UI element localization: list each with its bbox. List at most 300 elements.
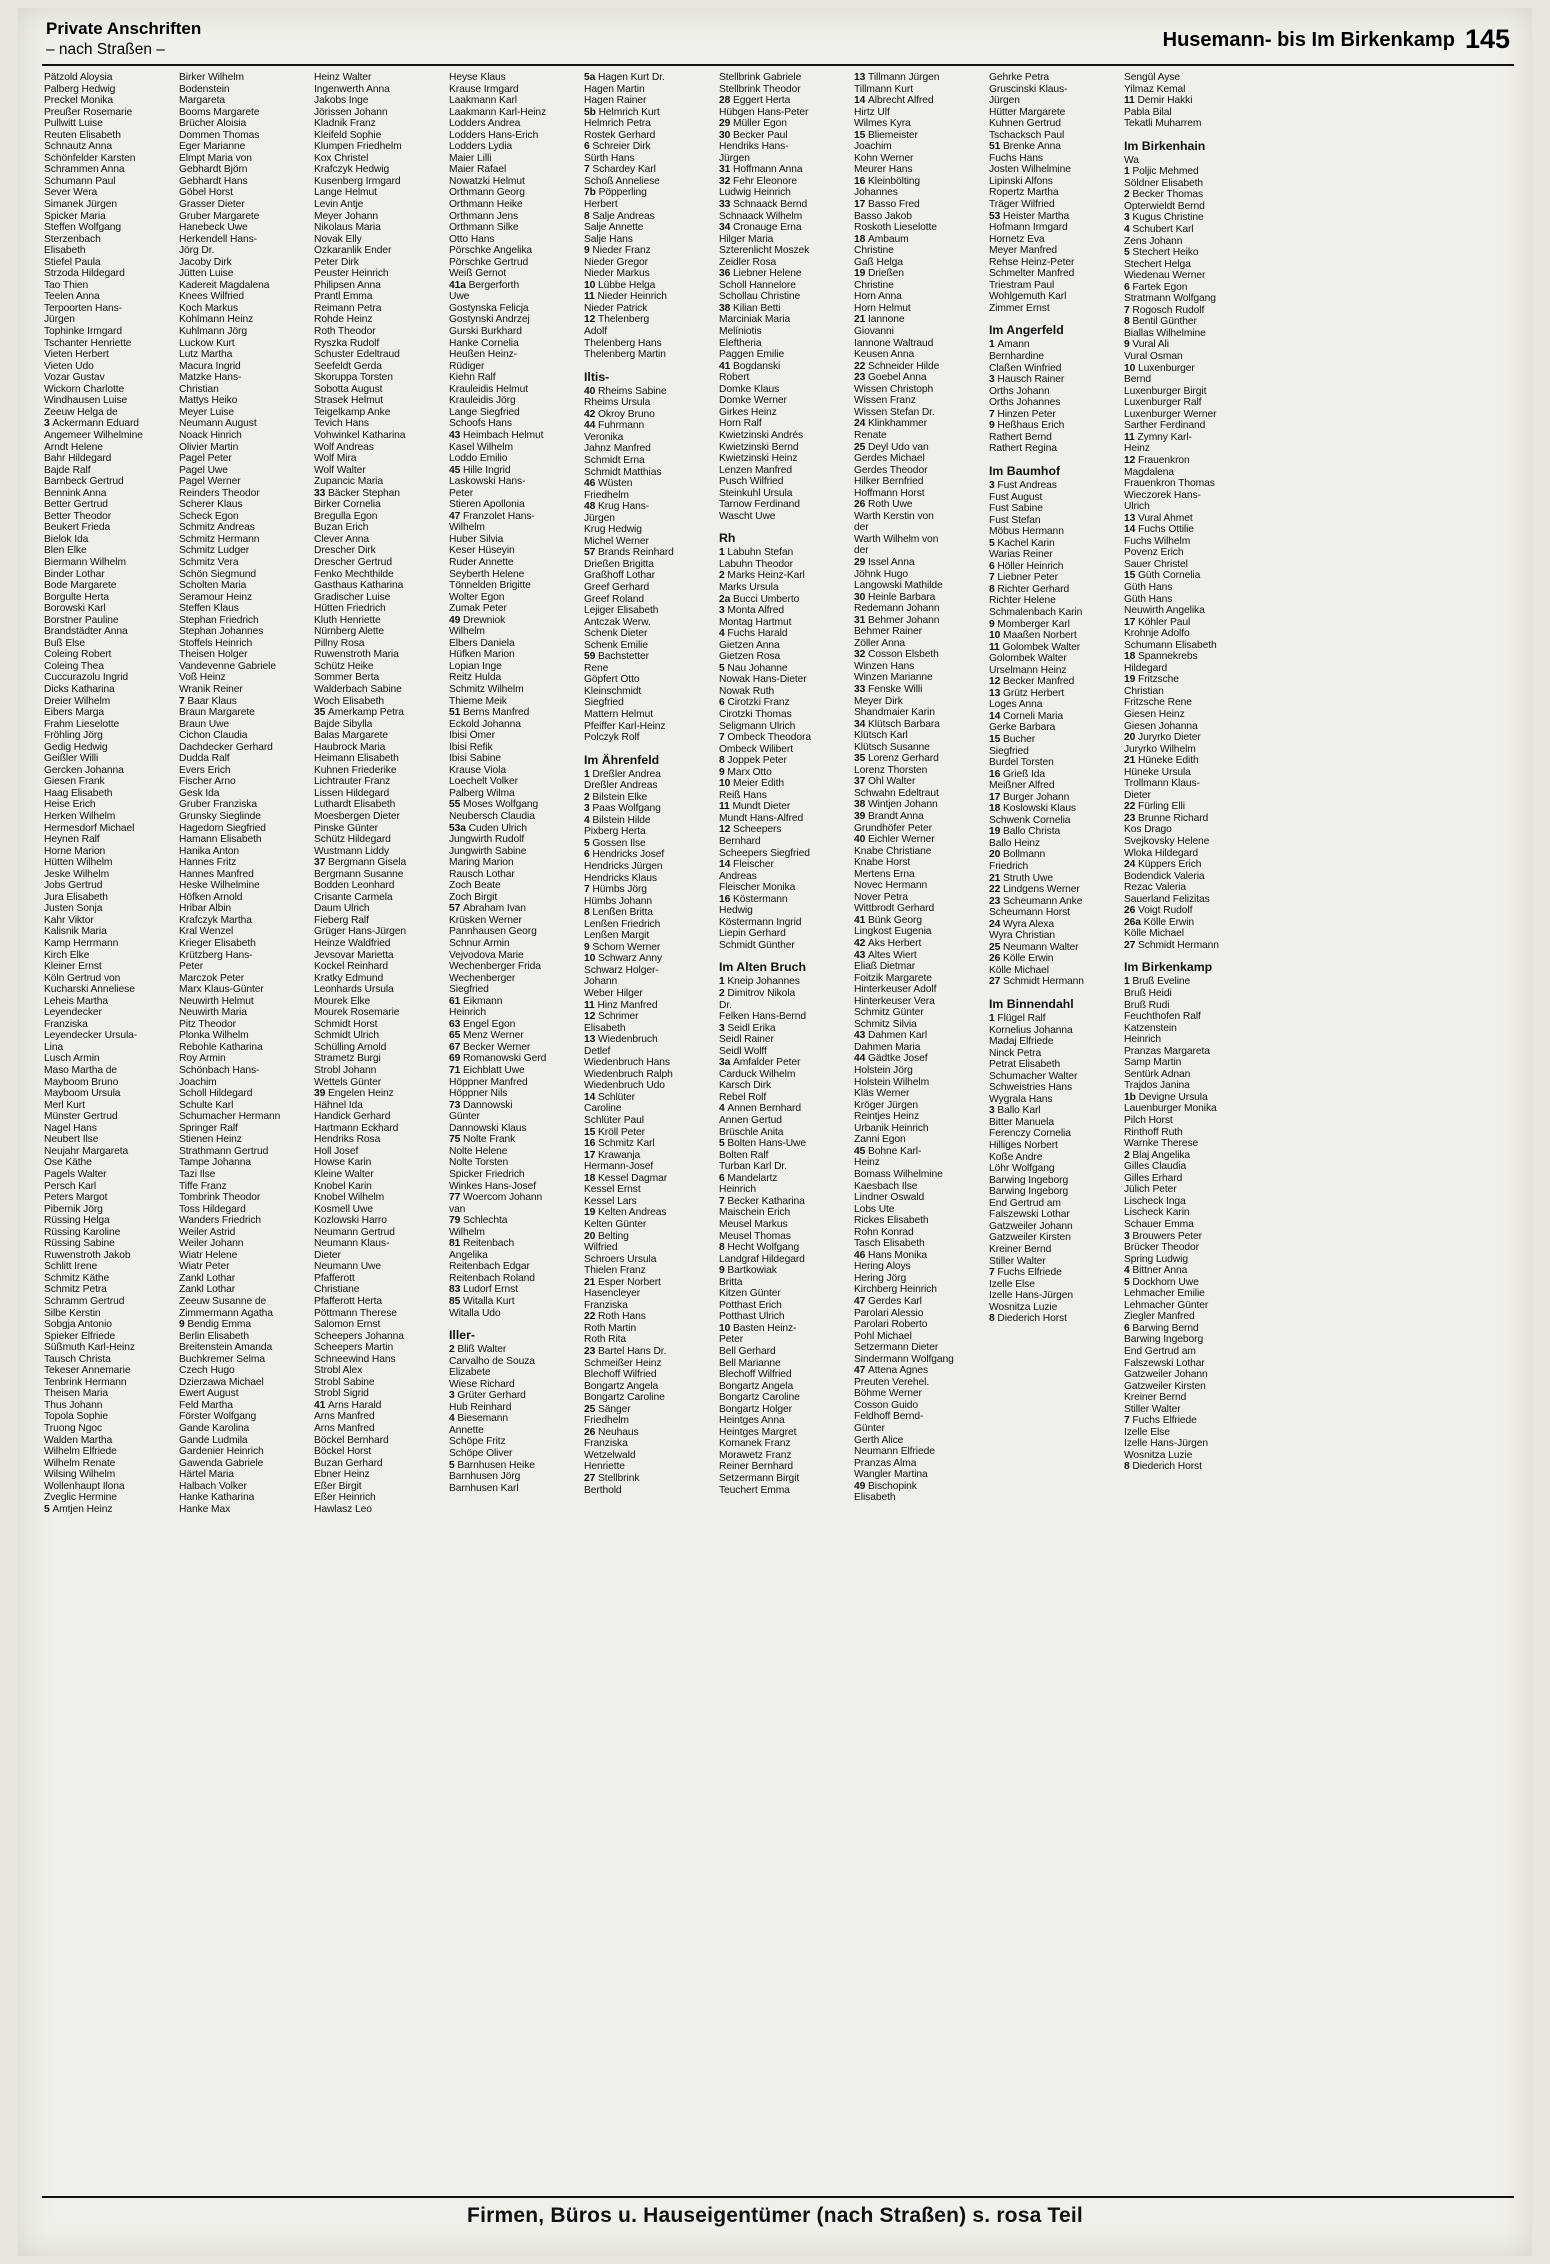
directory-entry: Stratmann Wolfgang — [1124, 293, 1216, 305]
directory-entry: 10 Maaßen Norbert — [989, 630, 1077, 642]
directory-entry: Spring Ludwig — [1124, 1253, 1188, 1265]
directory-entry: Bielok Ida — [44, 533, 89, 545]
directory-entry: Pohl Michael — [854, 1330, 912, 1342]
directory-entry: Birker Wilhelm — [179, 72, 244, 83]
directory-entry: End Gertrud am — [989, 1197, 1061, 1209]
house-number: 11 — [989, 641, 1003, 653]
directory-entry: Tazi Ilse — [179, 1168, 216, 1180]
directory-entry: Weiler Johann — [179, 1238, 244, 1250]
directory-entry: Gedig Hedwig — [44, 741, 108, 753]
directory-entry: Zimmer Ernst — [989, 302, 1050, 314]
directory-entry: Prantl Emma — [314, 291, 373, 303]
page-number: 145 — [1464, 24, 1510, 54]
directory-entry: Witalla Udo — [449, 1307, 501, 1319]
footer-note: Firmen, Büros u. Hauseigentümer (nach Straßen) s. rosa Teil — [467, 2204, 1083, 2227]
directory-entry: Klütsch Susanne — [854, 741, 930, 753]
directory-entry: Krützberg Hans- — [179, 949, 253, 961]
directory-entry: Reiner Bernhard — [719, 1461, 794, 1473]
directory-entry: 2 Bliß Walter — [449, 1344, 507, 1356]
house-number: 34 — [719, 222, 734, 234]
directory-entry: 13 Grütz Herbert — [989, 687, 1065, 699]
directory-entry: Leyendecker Ursula- — [44, 1030, 138, 1042]
directory-entry: Bitter Manuela — [989, 1116, 1054, 1128]
directory-entry: Nolte Helene — [449, 1145, 508, 1157]
directory-entry: Jürgen — [44, 314, 75, 326]
directory-entry: Höfken Arnold — [179, 891, 243, 903]
directory-entry: Schmidt Erna — [584, 454, 645, 466]
directory-entry: 46 Wüsten — [584, 478, 633, 490]
directory-entry: Vieten Herbert — [44, 349, 109, 361]
directory-entry: 55 Moses Wolfgang — [449, 799, 539, 811]
directory-entry: Sommer Berta — [314, 672, 380, 684]
directory-entry: Eibers Marga — [44, 707, 105, 719]
directory-entry: Hoffmann Horst — [854, 487, 925, 499]
directory-entry: Rausch Lothar — [449, 868, 515, 880]
house-number: 9 — [179, 1319, 188, 1331]
house-number: 15 — [1124, 570, 1139, 582]
directory-entry: Knabe Horst — [854, 857, 911, 869]
directory-entry: Skoruppa Torsten — [314, 372, 393, 384]
directory-entry: Michel Werner — [584, 535, 649, 547]
house-number: 24 — [854, 418, 869, 430]
house-number: 8 — [989, 1313, 998, 1325]
house-number: 10 — [719, 1322, 734, 1334]
house-number: 36 — [719, 268, 734, 280]
directory-entry: 15 Kröll Peter — [584, 1126, 645, 1138]
house-number: 46 — [854, 1249, 869, 1261]
directory-entry: Zöller Anna — [854, 637, 905, 649]
house-number: 15 — [854, 129, 869, 141]
directory-entry: 65 Menz Werner — [449, 1030, 524, 1042]
house-number: 6 — [584, 849, 593, 861]
directory-entry: Zveglic Hermine — [44, 1492, 117, 1504]
directory-entry: Luckow Kurt — [179, 337, 235, 349]
directory-entry: Domke Werner — [719, 395, 787, 407]
directory-entry: Schwahn Edeltraut — [854, 787, 939, 799]
directory-entry: Antczak Werw. — [584, 616, 651, 628]
directory-entry: Neumann Klaus- — [314, 1238, 390, 1250]
directory-entry: Ruwenstroth Jakob — [44, 1249, 131, 1261]
house-number: 14 — [584, 1091, 599, 1103]
directory-entry: Knobel Wilhelm — [314, 1192, 385, 1204]
directory-entry: Levin Antje — [314, 199, 364, 211]
directory-entry: 11 Golombek Walter — [989, 641, 1081, 653]
directory-entry: Jobs Gertrud — [44, 880, 103, 892]
directory-entry: 38 Kilian Betti — [719, 302, 781, 314]
directory-entry: Fritzsche Rene — [1124, 697, 1192, 709]
directory-entry: 8 Joppek Peter — [719, 755, 787, 767]
directory-entry: Drescher Dirk — [314, 545, 376, 557]
directory-entry: Izelle Else — [1124, 1426, 1170, 1438]
house-number: 8 — [584, 210, 593, 222]
directory-entry: Barnhusen Karl — [449, 1482, 519, 1494]
directory-entry: Knees Wilfried — [179, 291, 244, 303]
directory-entry: Hawlasz Leo — [314, 1503, 372, 1515]
directory-entry: Pibernik Jörg — [44, 1203, 103, 1215]
directory-entry: Pöttmann Therese — [314, 1307, 397, 1319]
house-number: 25 — [854, 441, 869, 453]
house-number: 43 — [854, 1030, 869, 1042]
directory-entry: 13 Tillmann Jürgen — [854, 72, 940, 83]
directory-entry: 18 Koslowski Klaus — [989, 803, 1076, 815]
directory-entry: 18 Kessel Dagmar — [584, 1172, 668, 1184]
directory-entry: Sobotta August — [314, 383, 383, 395]
directory-entry: Dreßler Andreas — [584, 780, 658, 792]
directory-entry: Koch Markus — [179, 302, 238, 314]
house-number: 32 — [854, 649, 869, 661]
directory-entry: Strobl Sabine — [314, 1376, 375, 1388]
directory-entry: Rheims Ursula — [584, 397, 651, 409]
directory-entry: Siegfried — [989, 745, 1029, 757]
directory-entry: 19 Ballo Christa — [989, 826, 1061, 838]
directory-entry: Johannes — [854, 187, 898, 199]
directory-entry: Plonka Wilhelm — [179, 1030, 249, 1042]
directory-entry: 6 Barwing Bernd — [1124, 1322, 1199, 1334]
directory-entry: Nolte Torsten — [449, 1157, 509, 1169]
directory-entry: Winzen Marianne — [854, 672, 933, 684]
house-number: 6 — [719, 697, 728, 709]
directory-entry: 18 Spannekrebs — [1124, 651, 1198, 663]
directory-entry: Bahr Hildegard — [44, 453, 112, 465]
house-number: 16 — [854, 175, 869, 187]
directory-entry: Zankl Lothar — [179, 1272, 236, 1284]
directory-entry: 47 Franzolet Hans- — [449, 510, 535, 522]
directory-entry: Lischeck Inga — [1124, 1195, 1186, 1207]
house-number: 23 — [1124, 812, 1139, 824]
directory-entry: Schnur Armin — [449, 938, 510, 950]
directory-entry: Härtel Maria — [179, 1469, 234, 1481]
directory-entry: 41 Bünk Georg — [854, 914, 922, 926]
directory-entry: Wanders Friedrich — [179, 1215, 262, 1227]
directory-entry: Lenßen Friedrich — [584, 918, 661, 930]
directory-entry: Lange Helmut — [314, 187, 377, 199]
directory-entry: Schütz Heike — [314, 660, 374, 672]
directory-entry: Schoofs Hans — [449, 418, 512, 430]
directory-entry: Süßmuth Karl-Heinz — [44, 1342, 135, 1354]
directory-entry: Kozlowski Harro — [314, 1215, 387, 1227]
directory-entry: Kadereit Magdalena — [179, 279, 270, 291]
directory-entry: Brücker Theodor — [1124, 1242, 1200, 1254]
directory-entry: Angemeer Wilhelmine — [44, 429, 143, 441]
directory-entry: Voß Heinz — [179, 672, 226, 684]
house-number: 7 — [1124, 304, 1133, 316]
directory-entry: Kornelius Johanna — [989, 1024, 1073, 1036]
house-number: 61 — [449, 995, 464, 1007]
house-number: 21 — [584, 1276, 599, 1288]
house-number: 5 — [719, 662, 728, 674]
directory-entry: Arns Manfred — [314, 1422, 375, 1434]
directory-entry: Roskoth Lieselotte — [854, 222, 937, 234]
directory-entry: Hanke Max — [179, 1503, 231, 1515]
house-number: 14 — [989, 710, 1004, 722]
directory-entry: Pillny Rosa — [314, 637, 365, 649]
directory-entry: Lejiger Elisabeth — [584, 605, 659, 617]
directory-entry: Mattern Helmut — [584, 708, 653, 720]
directory-entry: Wosnitza Luzie — [989, 1301, 1058, 1313]
directory-entry: Hartmann Eckhard — [314, 1122, 399, 1134]
directory-entry: 13 Wiedenbruch — [584, 1034, 658, 1046]
directory-entry: Springer Ralf — [179, 1122, 238, 1134]
directory-entry: Renate — [854, 429, 887, 441]
house-number: 14 — [1124, 524, 1139, 536]
directory-entry: Opterwieldt Bernd — [1124, 200, 1205, 212]
directory-entry: 48 Krug Hans- — [584, 501, 650, 513]
directory-entry: Bodenstein — [179, 83, 230, 95]
directory-entry: Kuhnen Friederike — [314, 764, 397, 776]
directory-entry: Zoch Birgit — [449, 891, 498, 903]
directory-entry: Heinrich — [719, 1184, 756, 1196]
directory-entry: Hähnel Ida — [314, 1099, 363, 1111]
directory-entry: Buchkremer Selma — [179, 1353, 265, 1365]
directory-entry: 26 Voigt Rudolf — [1124, 905, 1193, 917]
directory-column — [44, 72, 179, 2190]
directory-entry: Kleine Walter — [314, 1168, 374, 1180]
directory-entry: Sentürk Adnan — [1124, 1068, 1191, 1080]
directory-entry: Blen Elke — [44, 545, 87, 557]
directory-entry: Tönnelden Brigitte — [449, 580, 531, 592]
directory-entry: 10 Meier Edith — [719, 778, 784, 790]
directory-entry: Kirchberg Heinrich — [854, 1284, 937, 1296]
directory-entry: Kirch Elke — [44, 949, 90, 961]
directory-entry: Matzke Hans- — [179, 372, 242, 384]
directory-entry: 13 Vural Ahmet — [1124, 512, 1193, 524]
directory-entry: Kölle Michael — [989, 964, 1049, 976]
directory-entry: Ryszka Rudolf — [314, 337, 380, 349]
directory-entry: 9 Bendig Emma — [179, 1319, 251, 1331]
directory-entry: Orthmann Heike — [449, 199, 523, 211]
directory-entry: 33 Bäcker Stephan — [314, 487, 400, 499]
directory-entry: Strathmann Gertrud — [179, 1145, 269, 1157]
directory-entry: 11 Nieder Heinrich — [584, 291, 667, 303]
house-number: 81 — [449, 1238, 464, 1250]
directory-entry: Hendricks Jürgen — [584, 861, 663, 872]
directory-entry: Carvalho de Souza — [449, 1355, 535, 1367]
directory-entry: Heise Erich — [44, 799, 96, 811]
house-number: 12 — [989, 676, 1004, 688]
directory-entry: Holl Josef — [314, 1145, 359, 1157]
directory-entry: Schwarz Holger- — [584, 964, 659, 976]
directory-entry: Giovanni — [854, 326, 894, 338]
directory-entry: Langowski Mathilde — [854, 580, 943, 592]
directory-entry: Köstermann Ingrid — [719, 916, 802, 928]
directory-entry: Tschacksch Paul — [989, 129, 1065, 141]
directory-entry: Wiese Richard — [449, 1378, 515, 1390]
directory-entry: Güth Hans — [1124, 593, 1173, 605]
directory-entry: Kohn Werner — [854, 152, 914, 164]
house-number: 5 — [584, 837, 593, 849]
house-number: 43 — [854, 949, 869, 961]
house-number: 3 — [44, 418, 53, 430]
directory-entry: Kusenberg Irmgard — [314, 175, 401, 187]
directory-entry: Schumann Paul — [44, 175, 116, 187]
directory-entry: 23 Bartel Hans Dr. — [584, 1345, 667, 1357]
directory-entry: 36 Liebner Helene — [719, 268, 802, 280]
house-number: 83 — [449, 1284, 464, 1296]
house-number: 5b — [584, 106, 599, 118]
directory-entry: Hagen Rainer — [584, 95, 647, 107]
directory-entry: Spicker Friedrich — [449, 1168, 525, 1180]
directory-entry: Horne Marion — [44, 845, 106, 857]
directory-entry: 21 Struth Uwe — [989, 872, 1053, 884]
directory-entry: Berthold — [584, 1484, 622, 1496]
directory-entry: Better Gertrud — [44, 499, 108, 511]
directory-entry: Dr. — [719, 999, 732, 1011]
directory-entry: Claßen Winfried — [989, 362, 1062, 374]
directory-entry: Wettels Günter — [314, 1076, 382, 1088]
directory-entry: 4 Schubert Karl — [1124, 224, 1194, 236]
directory-entry: Neubersch Claudia — [449, 811, 535, 822]
directory-entry: Braun Uwe — [179, 718, 230, 730]
directory-entry: Sobgja Antonio — [44, 1319, 112, 1331]
directory-entry: Heinrich — [449, 1007, 486, 1019]
directory-entry: Horn Ralf — [719, 418, 762, 430]
directory-entry: Thus Johann — [44, 1399, 103, 1411]
directory-entry: Nagel Hans — [44, 1122, 97, 1134]
directory-entry: Brücher Aloisia — [179, 118, 247, 130]
house-number: 4 — [449, 1413, 458, 1425]
directory-entry: Dieter — [1124, 789, 1151, 801]
directory-entry: 10 Schwarz Anny — [584, 953, 663, 965]
house-number: 42 — [584, 408, 599, 420]
directory-entry: 2a Bucci Umberto — [719, 593, 800, 605]
directory-entry: Schenk Dieter — [584, 628, 648, 640]
directory-entry: Schoß Anneliese — [584, 175, 660, 187]
directory-entry: Keser Hüseyin — [449, 545, 515, 557]
directory-entry: Breitenstein Amanda — [179, 1342, 273, 1354]
directory-entry: Wieczorek Hans- — [1124, 489, 1201, 501]
directory-entry: 1 Bruß Eveline — [1124, 976, 1191, 988]
directory-entry: Pixberg Herta — [584, 826, 646, 838]
directory-entry: 8 Diederich Horst — [989, 1313, 1067, 1325]
directory-entry: Lina — [44, 1041, 64, 1053]
directory-entry: Schlüter Paul — [584, 1115, 644, 1127]
directory-entry: 42 Okroy Bruno — [584, 408, 655, 420]
house-number: 32 — [719, 175, 734, 187]
directory-entry: Wiedenbruch Ralph — [584, 1068, 673, 1080]
directory-entry: Annette — [449, 1424, 484, 1436]
directory-entry: Izelle Hans-Jürgen — [1124, 1438, 1209, 1450]
house-number: 22 — [854, 360, 869, 372]
directory-entry: 9 Momberger Karl — [989, 618, 1070, 630]
directory-entry: Feuchthofen Ralf — [1124, 1011, 1201, 1023]
directory-entry: Heimann Elisabeth — [314, 753, 399, 765]
directory-entry: Schmelter Manfred — [989, 268, 1075, 280]
directory-entry: Lissen Hildegard — [314, 787, 390, 799]
directory-entry: Jürgen — [719, 152, 750, 164]
directory-entry: 4 Biesemann — [449, 1413, 509, 1425]
directory-entry: Peter Dirk — [314, 256, 359, 268]
directory-entry: Christine — [854, 279, 894, 291]
directory-entry: Wascht Uwe — [719, 510, 776, 522]
directory-entry: Biermann Wilhelm — [44, 556, 126, 568]
directory-entry: Leheis Martha — [44, 995, 108, 1007]
directory-entry: Gesk Ida — [179, 787, 220, 799]
directory-entry: 24 Küppers Erich — [1124, 859, 1202, 871]
house-number: 39 — [854, 811, 869, 822]
directory-entry: Jungwirth Rudolf — [449, 834, 525, 846]
directory-entry: 49 Drewniok — [449, 614, 506, 626]
house-number: 20 — [1124, 732, 1139, 744]
house-number: 17 — [854, 199, 869, 211]
directory-entry: Bongartz Angela — [719, 1380, 794, 1392]
directory-entry: Hanika Anton — [179, 845, 240, 857]
directory-entry: Loges Anna — [989, 699, 1043, 711]
street-heading: Im Binnendahl — [989, 997, 1074, 1012]
directory-entry: Gebhardt Hans — [179, 175, 248, 187]
directory-entry: Barnhusen Jörg — [449, 1471, 521, 1483]
directory-entry: Philipsen Anna — [314, 279, 381, 291]
directory-entry: Leyendecker — [44, 1007, 102, 1019]
directory-entry: Stephan Johannes — [179, 626, 264, 638]
directory-entry: Teigelkamp Anke — [314, 406, 391, 418]
directory-entry: 4 Bilstein Hilde — [584, 814, 651, 826]
directory-entry: Jakobs Inge — [314, 95, 369, 107]
directory-entry: Knabe Christiane — [854, 845, 932, 857]
directory-entry: Krause Viola — [449, 764, 506, 776]
directory-entry: 17 Basso Fred — [854, 199, 920, 211]
directory-entry: Polczyk Rolf — [584, 732, 640, 744]
directory-entry: 21 Iannone — [854, 314, 905, 326]
directory-entry: Luxenburger Birgit — [1124, 385, 1207, 397]
directory-entry: Gietzen Rosa — [719, 651, 781, 663]
directory-entry: Kiehn Ralf — [449, 372, 496, 384]
directory-entry: Hütten Friedrich — [314, 603, 386, 615]
directory-entry: Buzan Gerhard — [314, 1457, 383, 1469]
house-number: 13 — [854, 72, 869, 83]
directory-entry: Vandevenne Gabriele — [179, 660, 276, 672]
directory-entry: Potthast Erich — [719, 1299, 782, 1311]
house-number: 47 — [854, 1365, 869, 1377]
directory-entry: 3 Hausch Rainer — [989, 374, 1065, 386]
directory-entry: 19 Kelten Andreas — [584, 1207, 667, 1219]
directory-entry: Tschanter Henriette — [44, 337, 132, 349]
directory-entry: Fleischer Monika — [719, 882, 796, 894]
directory-entry: Bernd — [1124, 374, 1151, 386]
directory-entry: Teelen Anna — [44, 291, 100, 303]
directory-entry: Marks Ursula — [719, 581, 779, 593]
directory-entry: Spicker Maria — [44, 210, 106, 222]
house-number: 21 — [989, 872, 1004, 884]
directory-entry: Kucharski Anneliese — [44, 984, 135, 996]
directory-entry: Stoffels Heinrich — [179, 637, 253, 649]
directory-entry: Lodders Andrea — [449, 118, 521, 130]
house-number: 3 — [449, 1390, 458, 1402]
directory-entry: Gebhardt Björn — [179, 164, 248, 176]
directory-entry: Warth Kerstin von — [854, 510, 934, 522]
directory-entry: Orthmann Jens — [449, 210, 519, 222]
directory-entry: 47 Gerdes Karl — [854, 1295, 922, 1307]
directory-entry: Eleftheria — [719, 337, 762, 349]
directory-entry: Wiatr Peter — [179, 1261, 230, 1273]
directory-entry: Peter — [719, 1334, 744, 1346]
house-number: 33 — [719, 199, 734, 211]
directory-entry: Dannowski Klaus — [449, 1122, 527, 1134]
directory-entry: Orths Johannes — [989, 397, 1061, 409]
directory-entry: 2 Marks Heinz-Karl — [719, 570, 805, 582]
directory-entry: 5 Dockhorn Uwe — [1124, 1276, 1199, 1288]
directory-entry: Göpfert Otto — [584, 674, 640, 686]
house-number: 7 — [584, 884, 593, 896]
directory-entry: 69 Romanowski Gerd — [449, 1053, 547, 1065]
directory-entry: Gietzen Anna — [719, 639, 780, 651]
directory-entry: Novak Elly — [314, 233, 362, 245]
directory-entry: Neubert Ilse — [44, 1134, 99, 1146]
street-heading: Im Ährenfeld — [584, 752, 660, 767]
directory-entry: Coleing Robert — [44, 649, 112, 661]
directory-entry: Nover Petra — [854, 891, 908, 903]
directory-entry: 14 Albrecht Alfred — [854, 95, 934, 107]
directory-entry: Feld Martha — [179, 1399, 233, 1411]
